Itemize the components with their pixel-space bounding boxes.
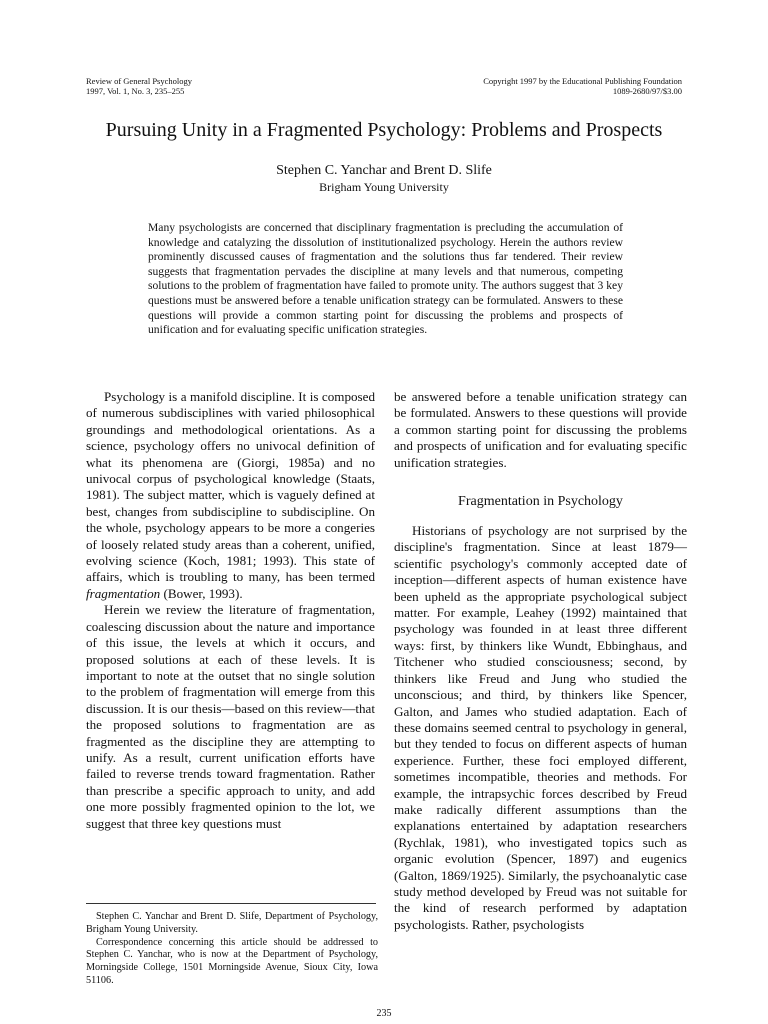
author-note-affiliation: Stephen C. Yanchar and Brent D. Slife, Department of Psychology, Brigham Young University. <box>86 911 378 935</box>
abstract: Many psychologists are concerned that disciplinary fragmentation is precluding the accumulation of knowledge and catalyzing the dissolution of institutionalized psychology. Herein the authors review prominently discussed causes of fragmentation and the solutions thus far tendered. Their review suggests that fragmentation pervades the discipline at many levels and that numerous, competing solutions to the problem of fragmentation have failed to promote unity. The authors suggest that 3 key questions must be answered before a tenable unification strategy can be formulated. Answers to these questions will provide a common starting point for discussing the problems and prospects of unification and for evaluating specific unification strategies. <box>148 221 623 337</box>
section-heading: Fragmentation in Psychology <box>458 494 623 510</box>
footnote-divider <box>86 903 376 904</box>
issn-line: 1089-2680/97/$3.00 <box>612 86 682 96</box>
intro-paragraph-1 <box>86 389 375 602</box>
left-column <box>86 389 375 832</box>
author-affiliation: Brigham Young University <box>319 180 449 194</box>
copyright-notice <box>483 76 682 96</box>
section-paragraph-1: Historians of psychology are not surprised by the discipline's fragmentation. Since at least 1879—scientific psychology's commonly accepted date of inception—different aspects of human existence have been upheld as the appropriate psychological subject matter. For example, Leahey (1992) maintained that psychology was founded in at least three different ways: first, by thinkers like Wundt, Ebbinghaus, and Titchener who studied consciousness; second, by thinkers like Freud and Jung who studied the unconscious; and third, by thinkers like Spencer, Galton, and James who studied adaptation. Each of these domains seemed central to psychology in general, but they tended to focus on different aspects of human experience. Further, these foci employed different, sometimes incompatible, theories and methods. For example, the intrapsychic forces described by Freud make radically different assumptions than the explanations entertained by adaptation researchers (Rychlak, 1981), who investigated topics such as organic evolution (Spencer, 1897) and eugenics (Galton, 1869/1925). Similarly, the psychoanalytic case study method developed by Freud was not suitable for the kind of research performed by adaptation psychologists. Rather, psychologists <box>394 523 687 932</box>
article-title: Pursuing Unity in a Fragmented Psychology: Problems and Prospects <box>105 119 663 141</box>
article-authors: Stephen C. Yanchar and Brent D. Slife <box>276 163 492 178</box>
fragmentation-term: fragmentation <box>86 585 161 601</box>
intro-paragraph-continuation: be answered before a tenable unification strategy can be formulated. Answers to these questions will provide a common starting point for discussing the problems and prospects of unification and for evaluating specific unification strategies. <box>394 389 687 470</box>
journal-volume: 1997, Vol. 1, No. 3, 235–255 <box>86 86 185 96</box>
journal-citation <box>86 76 192 96</box>
intro-text: Psychology is a manifold discipline. It is composed of numerous subdisciplines with varied philosophical groundings and methodological orientations. As a science, psychology offers no univocal definition of what its phenomena are (Giorgi, 1985a) and no univocal corpus of psychological knowledge (Staats, 1981). The subject matter, which is vaguely defined at best, changes from subdiscipline to subdiscipline. On the whole, psychology appears to be more a congeries of loosely related study areas than a coherent, unified, evolving science (Koch, 1981; 1993). This state of affairs, which is troubling to many, has been termed <box>86 389 375 585</box>
page-number: 235 <box>376 1008 392 1019</box>
author-note-correspondence: Correspondence concerning this article should be addressed to Stephen C. Yanchar, who is now at the Department of Psychology, Morningside College, 1501 Morningside Avenue, Sioux City, Iowa 51106. <box>86 936 378 986</box>
author-note <box>86 911 378 988</box>
journal-name: Review of General Psychology <box>86 76 192 86</box>
copyright-line: Copyright 1997 by the Educational Publishing Foundation <box>483 76 682 86</box>
intro-citation: (Bower, 1993). <box>160 585 243 601</box>
intro-paragraph-2: Herein we review the literature of fragmentation, coalescing discussion about the nature and importance of this issue, the levels at which it occurs, and proposed solutions at each of these levels. It is important to note at the outset that no single solution to the problem of fragmentation will emerge from this discussion. It is our thesis—based on this review—that the proposed solutions to fragmentation are as fragmented as the discipline they are attempting to unify. As a result, current unification efforts have failed to reverse trends toward fragmentation. Rather than prescribe a specific approach to unity, and add one more possibly fragmented opinion to the lot, we suggest that three key questions must <box>86 602 375 831</box>
right-column <box>394 389 687 933</box>
